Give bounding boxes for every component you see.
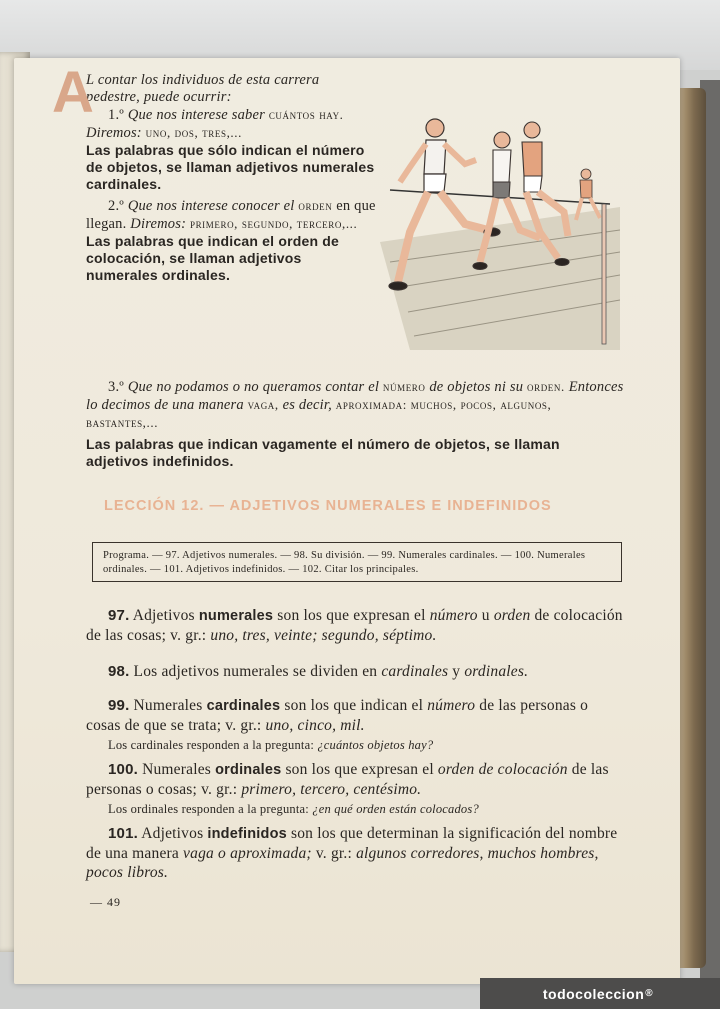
section-99: 99. Numerales cardinales son los que indican el número de las personas o cosas de que se trata; v. gr.: uno, cinco, mil. Los cardinales responden a la pregunta: ¿cuántos objetos hay? bbox=[86, 697, 589, 752]
section-100: 100. Numerales ordinales son los que expresan el orden de colocación de las personas o cosas; v. gr.: primero, tercero, centésimo. Los ordinales responden a la pregunta: ¿en qué orden están colocados? bbox=[86, 761, 609, 816]
intro-text bbox=[52, 60, 376, 284]
intro-line: L contar los individuos de esta carrera pedestre, puede ocurrir: bbox=[86, 72, 320, 105]
case-1: 1.º Que nos interese saber cuántos hay. Diremos: uno, dos, tres,... bbox=[86, 107, 344, 141]
case-3-block bbox=[86, 378, 626, 470]
rule-indefinidos: Las palabras que indican vagamente el número de objetos, se llaman adjetivos indefinidos. bbox=[86, 436, 560, 469]
drop-cap: A bbox=[52, 60, 94, 125]
page-number: — 49 bbox=[90, 895, 121, 909]
section-97: 97. Adjetivos numerales son los que expresan el número u orden de colocación de las cosas; v. gr.: uno, tres, veinte; segundo, séptimo. bbox=[86, 607, 623, 644]
section-98: 98. Los adjetivos numerales se dividen en cardinales y ordinales. bbox=[108, 663, 529, 680]
program-box: Programa. — 97. Adjetivos numerales. — 98. Su división. — 99. Numerales cardinales. — 100. Numerales ordinales. — 101. Adjetivos indefinidos. — 102. Citar los principales. bbox=[92, 542, 622, 582]
watermark-logo: todocoleccion ® bbox=[542, 985, 654, 1002]
lesson-title: LECCIÓN 12. — ADJETIVOS NUMERALES E INDEFINIDOS bbox=[104, 498, 552, 514]
section-101: 101. Adjetivos indefinidos son los que determinan la significación del nombre de una manera vaga o aproximada; v. gr.: algunos corredores, muchos hombres, pocos libros. bbox=[86, 825, 618, 881]
case-3: 3.º Que no podamos o no queramos contar el número de objetos ni su orden. Entonces lo decimos de una manera vaga, es decir, aproximada: muchos, pocos, algunos, bastantes,... bbox=[86, 379, 624, 430]
rule-ordinales: Las palabras que indican el orden de colocación, se llaman adjetivos numerales ordinales. bbox=[86, 233, 340, 283]
book-edge bbox=[676, 88, 706, 968]
runners-illustration bbox=[380, 112, 620, 350]
rule-cardinales: Las palabras que sólo indican el número de objetos, se llaman adjetivos numerales cardinales. bbox=[86, 142, 375, 192]
case-2: 2.º Que nos interese conocer el orden en que llegan. Diremos: primero, segundo, tercero,... bbox=[86, 198, 376, 232]
